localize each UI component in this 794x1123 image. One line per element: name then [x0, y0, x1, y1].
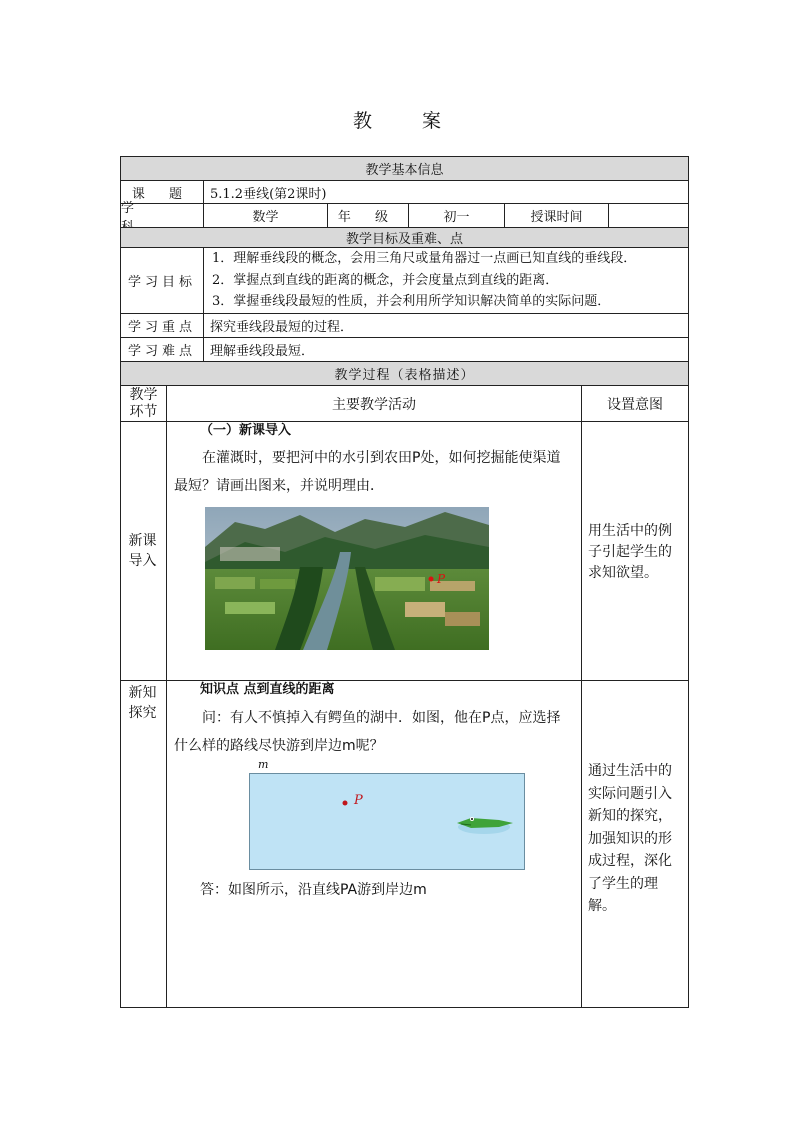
subject-value: 数学 [203, 203, 328, 228]
process-header: 教学过程（表格描述） [120, 361, 689, 386]
key-value: 探究垂线段最短的过程． [203, 313, 689, 338]
time-label: 授课时间 [504, 203, 609, 228]
stage-column-label: 教学环节 [129, 386, 158, 420]
intro-text: 在灌溉时，要把河中的水引到农田P处，如何挖掘能使渠道最短？请画出图来，并说明理由． [174, 450, 561, 494]
farmland-river-photo [205, 507, 489, 650]
grade-value: 初一 [408, 203, 505, 228]
photo-point-label: P [437, 572, 446, 586]
difficulty-label: 学习难点 [120, 337, 204, 362]
goals-label: 学习目标 [120, 247, 204, 314]
stage-cell-intro [120, 421, 167, 681]
explore-intent: 通过生活中的实际问题引入新知的探究，加强知识的形成过程，深化了学生的理解。 [588, 763, 672, 914]
intro-intent: 用生活中的例子引起学生的求知欲望。 [588, 523, 672, 581]
shore-line-label: m [258, 758, 269, 771]
subject-label: 学 [120, 203, 204, 228]
lake-diagram [249, 773, 525, 871]
goals-list [212, 248, 686, 313]
goal-item: 2．掌握点到直线的距离的概念，并会度量点到直线的距离． [212, 272, 559, 288]
stage-label-explore: 新知探究 [128, 685, 157, 721]
time-value [608, 203, 689, 228]
key-label: 学习重点 [120, 313, 204, 338]
explore-answer: 答：如图所示，沿直线PA游到岸边m [200, 882, 427, 898]
lake-point-label: P [354, 793, 363, 808]
stage-column-header [120, 385, 167, 422]
objectives-header: 教学目标及重难、点 [120, 227, 689, 248]
topic-label: 课 题 [120, 180, 204, 204]
goal-item: 3．掌握垂线段最短的性质，并会利用所学知识解决简单的实际问题． [212, 294, 611, 309]
intro-heading: （一）新课导入 [200, 423, 292, 438]
document-title: 教 案 [352, 110, 464, 132]
goal-item: 1．理解垂线段的概念，会用三角尺或量角器过一点画已知直线的垂线段． [212, 251, 637, 266]
basic-info-header: 教学基本信息 [120, 156, 689, 181]
grade-label: 年 级 [327, 203, 409, 228]
stage-label-intro: 新课导入 [128, 533, 157, 569]
intent-column-header: 设置意图 [581, 385, 689, 422]
explore-heading: 知识点 点到直线的距离 [200, 682, 335, 697]
topic-value: 5.1.2垂线(第2课时) [203, 180, 689, 204]
stage-cell-explore [120, 680, 167, 1008]
activity-column-header: 主要教学活动 [166, 385, 582, 422]
explore-question: 问：有人不慎掉入有鳄鱼的湖中．如图，他在P点，应选择什么样的路线尽快游到岸边m呢？ [174, 710, 561, 754]
difficulty-value: 理解垂线段最短． [203, 337, 689, 362]
